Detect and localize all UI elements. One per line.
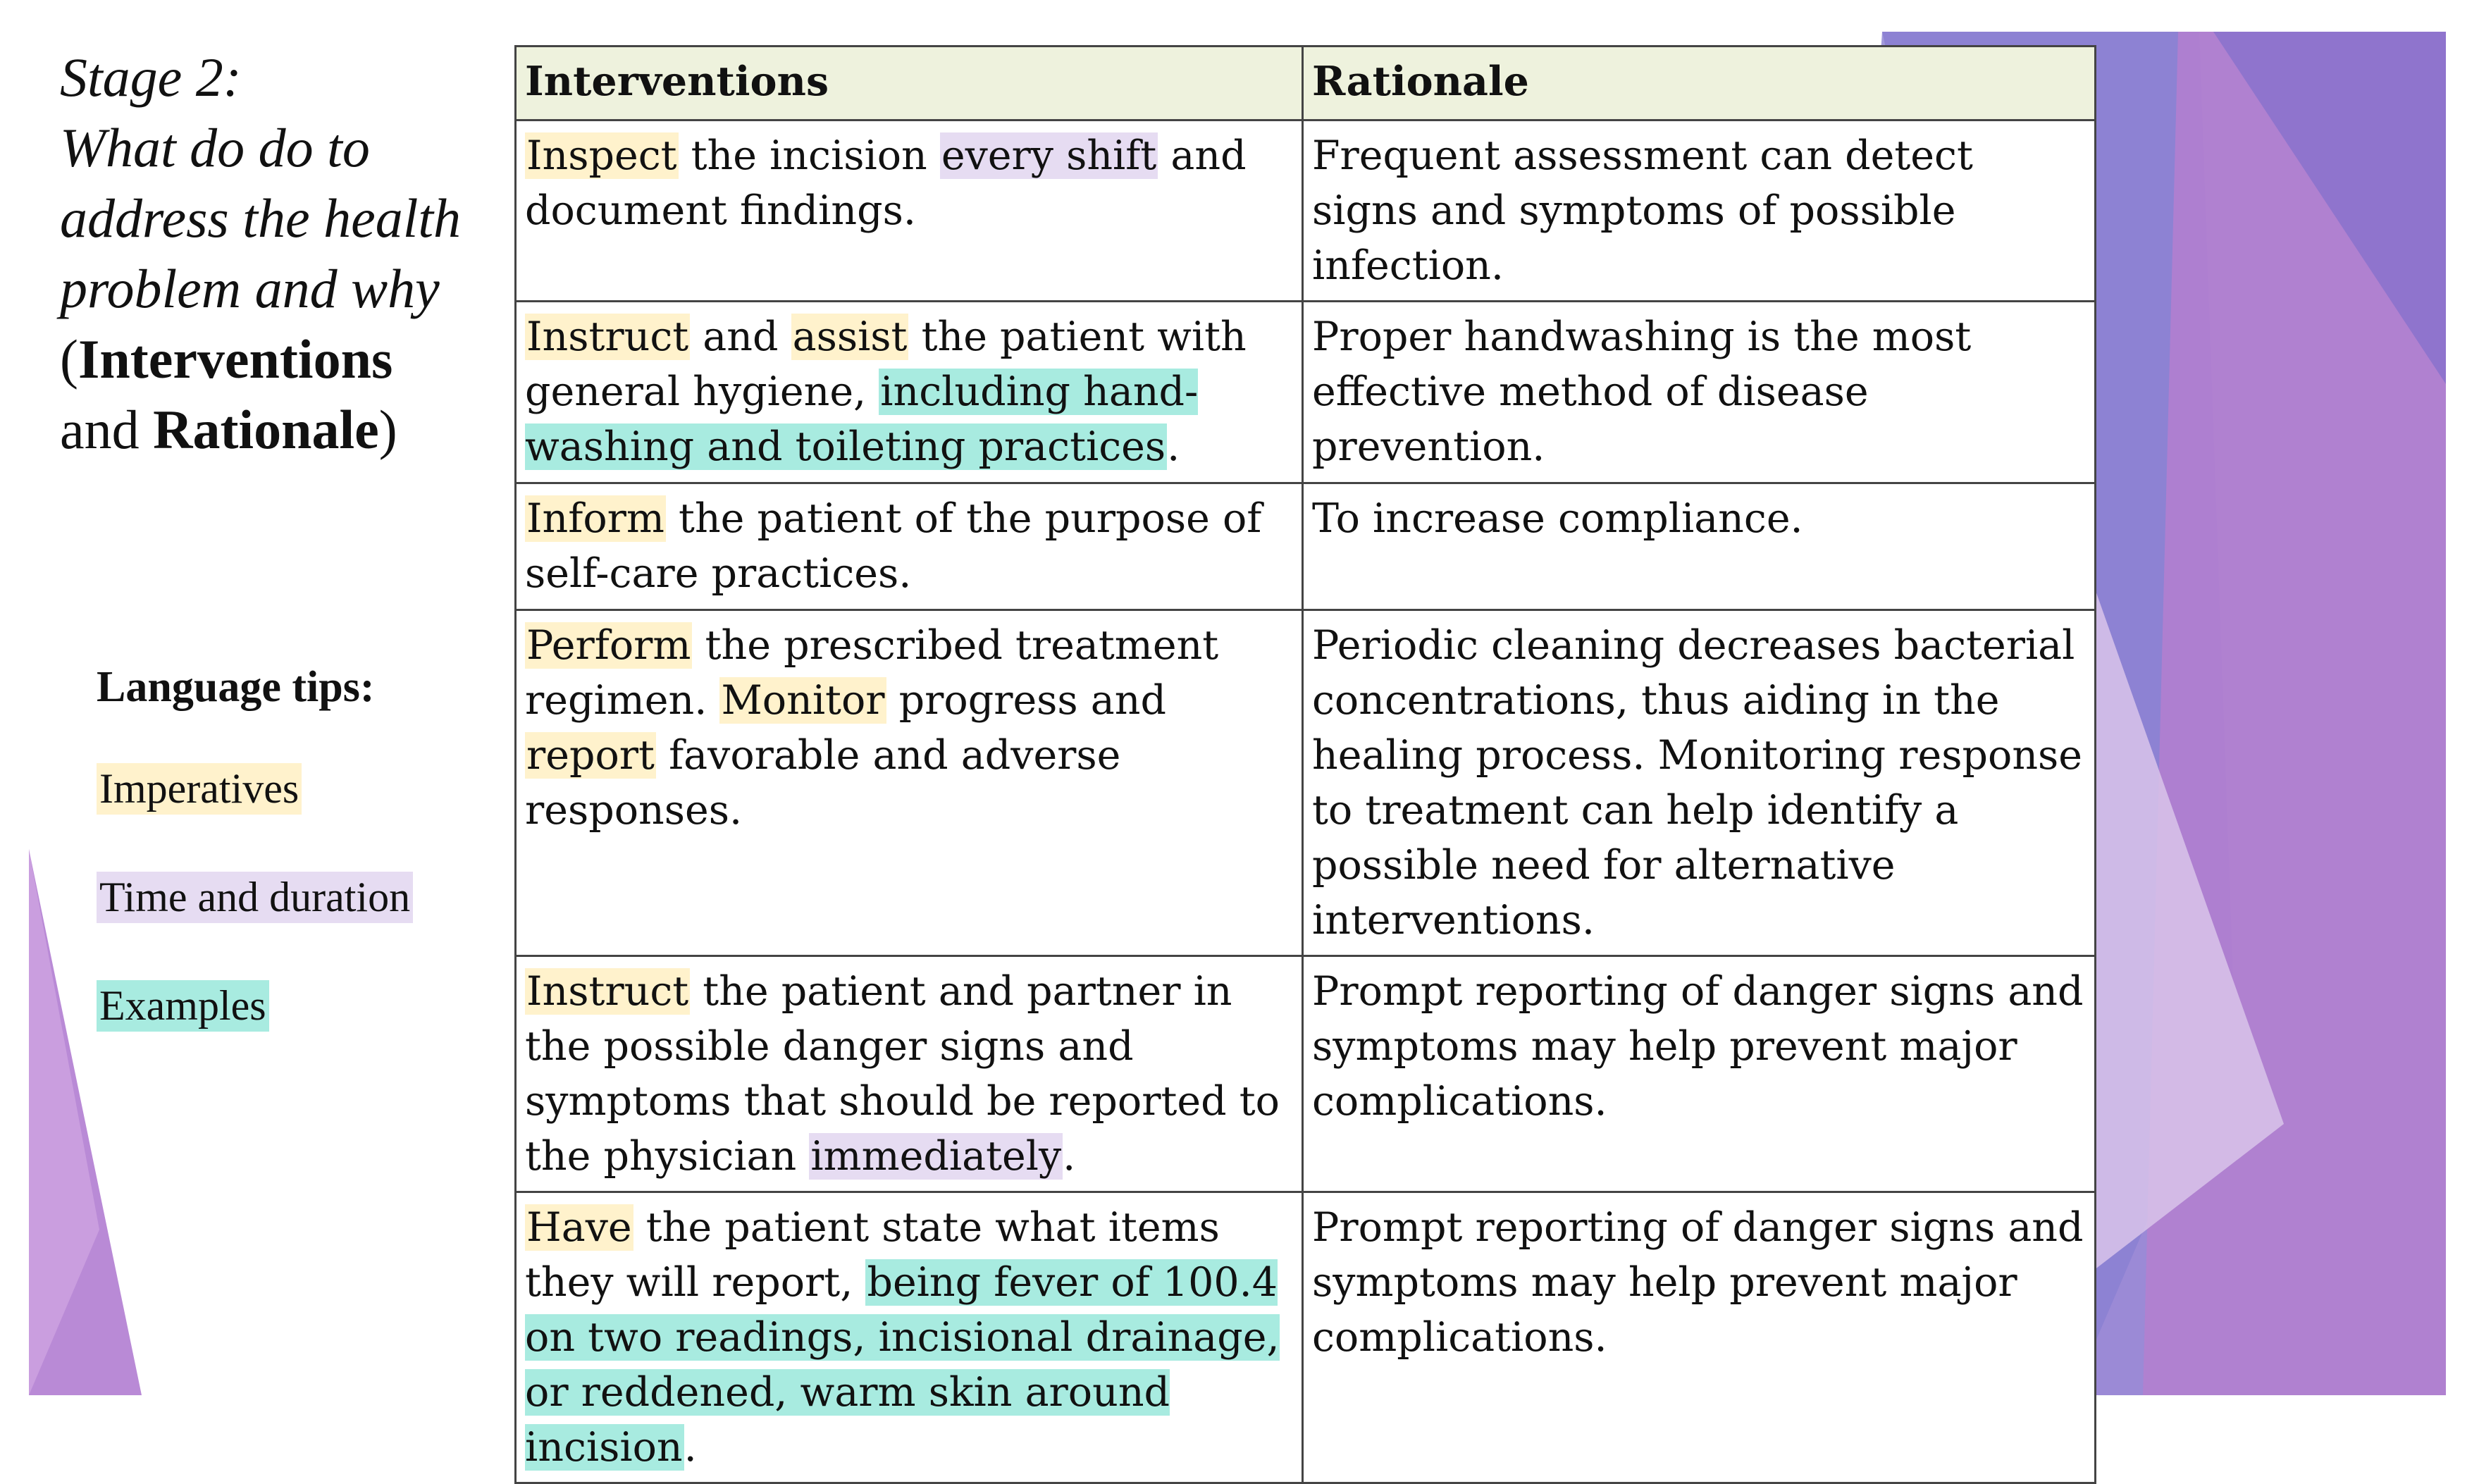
rationale-cell: Prompt reporting of danger signs and symptoms may help prevent major complications. [1303, 956, 2096, 1192]
intervention-text: . [684, 1424, 697, 1471]
intervention-cell [516, 483, 1303, 610]
title-rationale: Rationale [153, 399, 379, 460]
highlighted-phrase: Instruct [526, 968, 689, 1015]
rationale-cell: Prompt reporting of danger signs and symptoms may help prevent major complications. [1303, 1192, 2096, 1483]
highlighted-phrase: report [526, 732, 655, 779]
title-line-3: address the health [60, 187, 462, 249]
rationale-cell: To increase compliance. [1303, 483, 2096, 610]
title-line-2: What do do to [60, 117, 370, 178]
table-row [516, 120, 2096, 302]
title-line-6 [60, 395, 539, 465]
title-interventions: Interventions [78, 328, 393, 390]
intervention-cell [516, 302, 1303, 483]
table-row [516, 483, 2096, 610]
header-rationale: Rationale [1303, 47, 2096, 120]
rationale-cell: Proper handwashing is the most effective method of disease prevention. [1303, 302, 2096, 483]
intervention-text: favorable and adverse responses. [525, 732, 1121, 834]
intervention-cell [516, 1192, 1303, 1483]
table-row [516, 956, 2096, 1192]
intervention-cell [516, 956, 1303, 1192]
intervention-text: the patient and partner in the possible danger signs and symptoms that should be reported to the physician [525, 968, 1280, 1180]
intervention-text: the prescribed treatment regimen. [525, 622, 1219, 724]
intervention-text: the patient state what items they will report, [525, 1204, 1220, 1306]
intervention-text: and document findings. [525, 132, 1247, 234]
interventions-table [514, 45, 2096, 1484]
highlighted-phrase: immediately [810, 1133, 1062, 1180]
header-interventions: Interventions [516, 47, 1303, 120]
intervention-text: . [1063, 1133, 1076, 1180]
table-header-row [516, 47, 2096, 120]
table-row [516, 610, 2096, 956]
highlighted-phrase: Inspect [526, 132, 677, 179]
highlighted-phrase: Have [526, 1204, 632, 1251]
intervention-text: the patient with general hygiene, [525, 314, 1247, 415]
title-paren-open: ( [60, 328, 78, 390]
table-row [516, 302, 2096, 483]
language-tips-heading: Language tips: [97, 663, 375, 711]
highlighted-phrase: Inform [526, 495, 664, 542]
highlighted-phrase: Instruct [526, 314, 689, 360]
tip-time-and-duration: Time and duration [97, 872, 413, 923]
highlighted-phrase: Monitor [721, 677, 885, 724]
rationale-cell: Periodic cleaning decreases bacterial concentrations, thus aiding in the healing process. Monitoring response to treatment can help identify a possible need for alternative interventions. [1303, 610, 2096, 956]
intervention-cell [516, 610, 1303, 956]
title-line-5 [60, 324, 539, 395]
slide-title [60, 42, 539, 465]
title-line-1: Stage 2: [60, 47, 242, 108]
table-row [516, 1192, 2096, 1483]
title-line-4: problem and why [60, 258, 440, 319]
intervention-cell [516, 120, 1303, 302]
intervention-text: and [690, 314, 791, 360]
language-tips [97, 662, 413, 1089]
title-paren-close: ) [378, 399, 397, 460]
intervention-text: the incision [678, 132, 940, 179]
highlighted-phrase: assist [792, 314, 908, 360]
intervention-text: progress and [886, 677, 1166, 724]
highlighted-phrase: including hand-washing and toileting practices [525, 369, 1199, 470]
title-and: and [60, 399, 154, 460]
highlighted-phrase: being fever of 100.4 on two readings, incisional drainage, or reddened, warm skin around incision [525, 1259, 1280, 1471]
tip-imperatives: Imperatives [97, 763, 302, 815]
highlighted-phrase: Perform [526, 622, 691, 669]
intervention-text: the patient of the purpose of self-care practices. [525, 495, 1262, 597]
intervention-text: . [1167, 423, 1180, 470]
highlighted-phrase: every shift [941, 132, 1157, 179]
rationale-cell: Frequent assessment can detect signs and symptoms of possible infection. [1303, 120, 2096, 302]
tip-examples: Examples [97, 980, 269, 1032]
